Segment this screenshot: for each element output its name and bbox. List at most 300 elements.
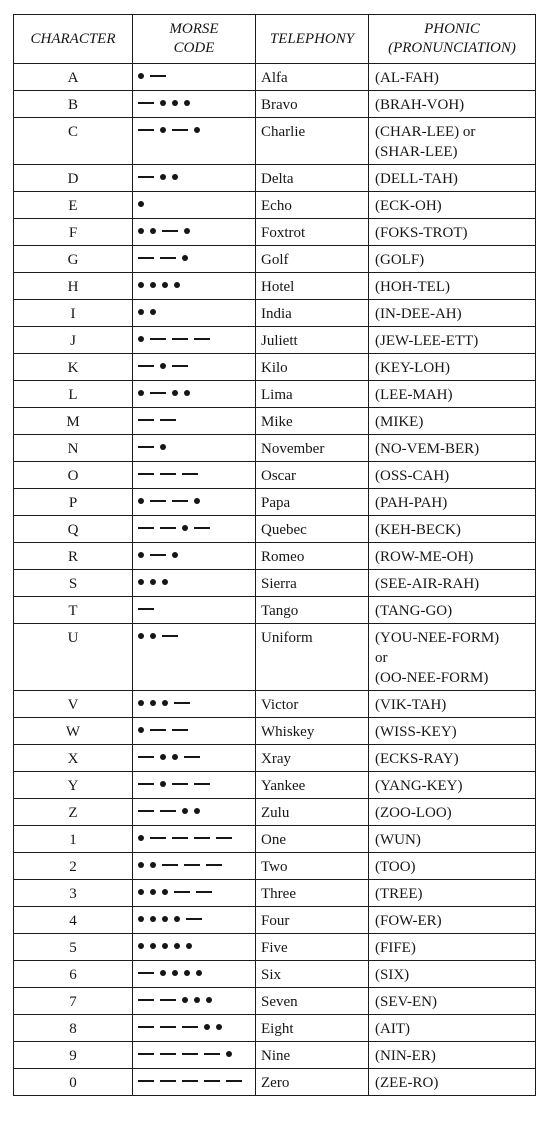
morse-dash: [138, 176, 154, 178]
morse-dot: [138, 835, 144, 841]
morse-dash: [160, 527, 176, 529]
telephony-cell: Zulu: [256, 799, 369, 826]
morse-dash: [138, 810, 154, 812]
morse-dot: [196, 970, 202, 976]
morse-code-cell: [133, 988, 256, 1015]
phonic-cell: [369, 300, 536, 327]
table-row: [14, 772, 536, 799]
morse-code-cell: [133, 219, 256, 246]
morse-code-symbols: [138, 91, 255, 115]
morse-dash: [138, 419, 154, 421]
morse-dot: [172, 754, 178, 760]
character-cell: J: [14, 327, 133, 354]
morse-code-symbols: [138, 853, 255, 877]
phonic-cell: [369, 516, 536, 543]
table-row: [14, 327, 536, 354]
phonic-cell: [369, 597, 536, 624]
telephony-cell: Six: [256, 961, 369, 988]
phonic-line: (SIX): [375, 967, 410, 983]
morse-dot: [194, 127, 200, 133]
phonic-cell: [369, 907, 536, 934]
telephony-cell: Tango: [256, 597, 369, 624]
telephony-cell: Zero: [256, 1069, 369, 1096]
header-row: [14, 15, 536, 64]
morse-dot: [204, 1024, 210, 1030]
morse-dot: [150, 862, 156, 868]
telephony-cell: Juliett: [256, 327, 369, 354]
phonic-line: (ZOO-LOO): [375, 805, 452, 821]
table-row: [14, 219, 536, 246]
morse-dash: [160, 257, 176, 259]
morse-code-symbols: [138, 718, 255, 742]
character-cell: W: [14, 718, 133, 745]
telephony-cell: Bravo: [256, 91, 369, 118]
telephony-cell: November: [256, 435, 369, 462]
table-row: [14, 192, 536, 219]
header-phonic: [369, 15, 536, 64]
character-cell: N: [14, 435, 133, 462]
morse-code-cell: [133, 246, 256, 273]
phonic-line: (AL-FAH): [375, 70, 439, 86]
morse-dash: [150, 554, 166, 556]
phonic-line: (AIT): [375, 1021, 410, 1037]
morse-dot: [150, 633, 156, 639]
table-row: [14, 543, 536, 570]
morse-dash: [138, 473, 154, 475]
morse-code-symbols: [138, 354, 255, 378]
morse-code-cell: [133, 624, 256, 691]
telephony-cell: Golf: [256, 246, 369, 273]
morse-dash: [162, 635, 178, 637]
table-body: [14, 64, 536, 1096]
table-row: [14, 745, 536, 772]
table-row: [14, 408, 536, 435]
table-row: [14, 273, 536, 300]
morse-code-symbols: [138, 64, 255, 88]
header-character: CHARACTER: [14, 15, 133, 64]
morse-code-symbols: [138, 435, 255, 459]
phonic-cell: [369, 570, 536, 597]
morse-dash: [138, 756, 154, 758]
table-row: [14, 118, 536, 165]
morse-dot: [138, 390, 144, 396]
morse-dot: [138, 282, 144, 288]
table-row: [14, 718, 536, 745]
morse-code-cell: [133, 327, 256, 354]
phonic-line: (TANG-GO): [375, 603, 453, 619]
phonic-cell: [369, 691, 536, 718]
morse-code-cell: [133, 826, 256, 853]
phonic-cell: [369, 745, 536, 772]
phonic-cell: [369, 327, 536, 354]
header-morse-code: [133, 15, 256, 64]
character-cell: 2: [14, 853, 133, 880]
morse-dash: [226, 1080, 242, 1082]
phonic-cell: [369, 381, 536, 408]
character-cell: 3: [14, 880, 133, 907]
morse-code-cell: [133, 853, 256, 880]
character-cell: Y: [14, 772, 133, 799]
phonic-line: (WUN): [375, 832, 421, 848]
table-row: [14, 826, 536, 853]
header-morse-line-1: MORSE: [169, 21, 219, 37]
telephony-cell: Sierra: [256, 570, 369, 597]
morse-code-symbols: [138, 118, 255, 142]
morse-code-cell: [133, 273, 256, 300]
morse-dash: [150, 338, 166, 340]
morse-dash: [196, 891, 212, 893]
morse-code-cell: [133, 570, 256, 597]
morse-dot: [160, 781, 166, 787]
morse-code-symbols: [138, 1069, 255, 1093]
phonic-cell: [369, 988, 536, 1015]
phonic-line: (FOKS-TROT): [375, 225, 468, 241]
morse-code-symbols: [138, 246, 255, 270]
morse-code-symbols: [138, 1042, 255, 1066]
phonic-cell: [369, 64, 536, 91]
phonic-cell: [369, 853, 536, 880]
morse-dot: [160, 100, 166, 106]
telephony-cell: Foxtrot: [256, 219, 369, 246]
morse-dash: [172, 365, 188, 367]
phonic-cell: [369, 1069, 536, 1096]
morse-code-symbols: [138, 219, 255, 243]
table-row: [14, 570, 536, 597]
morse-dot: [184, 390, 190, 396]
morse-code-symbols: [138, 907, 255, 931]
phonic-cell: [369, 624, 536, 691]
phonic-cell: [369, 826, 536, 853]
morse-dash: [138, 257, 154, 259]
phonic-line: (SEE-AIR-RAH): [375, 576, 480, 592]
morse-dot: [138, 336, 144, 342]
table-row: [14, 907, 536, 934]
morse-dot: [150, 282, 156, 288]
phonic-line: (TOO): [375, 859, 416, 875]
telephony-cell: Yankee: [256, 772, 369, 799]
morse-dot: [138, 498, 144, 504]
morse-dash: [194, 527, 210, 529]
morse-dot: [216, 1024, 222, 1030]
table-row: [14, 597, 536, 624]
morse-dash: [138, 102, 154, 104]
phonic-line: (WISS-KEY): [375, 724, 457, 740]
morse-dot: [138, 633, 144, 639]
character-cell: U: [14, 624, 133, 691]
morse-code-symbols: [138, 570, 255, 594]
phonic-cell: [369, 91, 536, 118]
morse-code-symbols: [138, 300, 255, 324]
morse-dot: [160, 444, 166, 450]
telephony-cell: Nine: [256, 1042, 369, 1069]
character-cell: 4: [14, 907, 133, 934]
character-cell: A: [14, 64, 133, 91]
telephony-cell: Three: [256, 880, 369, 907]
morse-dot: [206, 997, 212, 1003]
morse-code-cell: [133, 435, 256, 462]
morse-dash: [174, 891, 190, 893]
morse-dash: [138, 1053, 154, 1055]
morse-dot: [226, 1051, 232, 1057]
telephony-cell: Charlie: [256, 118, 369, 165]
morse-code-cell: [133, 1015, 256, 1042]
morse-dot: [160, 970, 166, 976]
telephony-cell: Whiskey: [256, 718, 369, 745]
morse-code-cell: [133, 381, 256, 408]
phonic-line: (CHAR-LEE) or: [375, 124, 476, 140]
morse-dash: [184, 756, 200, 758]
morse-dash: [160, 1080, 176, 1082]
morse-dot: [138, 309, 144, 315]
morse-code-symbols: [138, 988, 255, 1012]
header-phonic-line-1: PHONIC: [424, 21, 480, 37]
morse-dot: [138, 889, 144, 895]
morse-dot: [138, 579, 144, 585]
morse-code-symbols: [138, 165, 255, 189]
phonic-line: (JEW-LEE-ETT): [375, 333, 479, 349]
morse-code-symbols: [138, 826, 255, 850]
morse-dot: [160, 174, 166, 180]
phonic-line: (PAH-PAH): [375, 495, 448, 511]
morse-dot: [150, 700, 156, 706]
telephony-cell: Kilo: [256, 354, 369, 381]
morse-dot: [150, 943, 156, 949]
phonic-cell: [369, 118, 536, 165]
table-row: [14, 1015, 536, 1042]
morse-code-symbols: [138, 273, 255, 297]
morse-dot: [172, 552, 178, 558]
character-cell: F: [14, 219, 133, 246]
morse-code-cell: [133, 354, 256, 381]
morse-code-symbols: [138, 462, 255, 486]
phonic-cell: [369, 219, 536, 246]
table-row: [14, 246, 536, 273]
phonic-cell: [369, 354, 536, 381]
morse-dash: [204, 1053, 220, 1055]
morse-dash: [182, 1053, 198, 1055]
morse-code-symbols: [138, 381, 255, 405]
character-cell: X: [14, 745, 133, 772]
morse-dot: [162, 889, 168, 895]
morse-dash: [160, 419, 176, 421]
character-cell: T: [14, 597, 133, 624]
morse-code-cell: [133, 907, 256, 934]
morse-dot: [138, 727, 144, 733]
morse-dash: [172, 729, 188, 731]
telephony-cell: Mike: [256, 408, 369, 435]
morse-code-cell: [133, 799, 256, 826]
morse-dot: [184, 100, 190, 106]
morse-dot: [184, 970, 190, 976]
phonic-line: (FIFE): [375, 940, 416, 956]
morse-dot: [138, 862, 144, 868]
table-row: [14, 691, 536, 718]
morse-dash: [172, 338, 188, 340]
phonic-line: (LEE-MAH): [375, 387, 453, 403]
morse-dash: [160, 1053, 176, 1055]
morse-dot: [194, 498, 200, 504]
morse-dash: [138, 999, 154, 1001]
table-row: [14, 165, 536, 192]
morse-dot: [162, 943, 168, 949]
morse-code-cell: [133, 192, 256, 219]
morse-dot: [162, 282, 168, 288]
morse-dot: [174, 943, 180, 949]
telephony-cell: Seven: [256, 988, 369, 1015]
phonic-cell: [369, 934, 536, 961]
table-row: [14, 516, 536, 543]
morse-dot: [162, 916, 168, 922]
phonic-line: (YOU-NEE-FORM): [375, 630, 500, 646]
morse-code-symbols: [138, 327, 255, 351]
morse-dot: [138, 552, 144, 558]
phonic-line: (GOLF): [375, 252, 425, 268]
morse-code-symbols: [138, 1015, 255, 1039]
phonic-cell: [369, 543, 536, 570]
phonic-cell: [369, 408, 536, 435]
character-cell: Q: [14, 516, 133, 543]
morse-dot: [172, 100, 178, 106]
telephony-cell: Uniform: [256, 624, 369, 691]
phonic-line: (NIN-ER): [375, 1048, 436, 1064]
phonic-line: (SEV-EN): [375, 994, 437, 1010]
phonic-line: (FOW-ER): [375, 913, 442, 929]
morse-dot: [182, 997, 188, 1003]
morse-dot: [150, 889, 156, 895]
character-cell: P: [14, 489, 133, 516]
table-row: [14, 934, 536, 961]
morse-dash: [216, 837, 232, 839]
morse-dash: [150, 729, 166, 731]
morse-dash: [138, 129, 154, 131]
morse-code-symbols: [138, 691, 255, 715]
morse-dash: [194, 338, 210, 340]
morse-dot: [138, 228, 144, 234]
table-row: [14, 853, 536, 880]
morse-code-symbols: [138, 192, 255, 216]
character-cell: Z: [14, 799, 133, 826]
telephony-cell: Two: [256, 853, 369, 880]
telephony-cell: Alfa: [256, 64, 369, 91]
morse-dot: [184, 228, 190, 234]
character-cell: O: [14, 462, 133, 489]
phonic-line: (HOH-TEL): [375, 279, 450, 295]
morse-dash: [182, 1080, 198, 1082]
morse-dot: [182, 525, 188, 531]
character-cell: 8: [14, 1015, 133, 1042]
morse-dash: [206, 864, 222, 866]
table-row: [14, 624, 536, 691]
morse-code-cell: [133, 118, 256, 165]
morse-dot: [172, 174, 178, 180]
morse-dot: [150, 579, 156, 585]
morse-dash: [184, 864, 200, 866]
morse-dash: [162, 864, 178, 866]
table-row: [14, 1069, 536, 1096]
morse-dot: [160, 363, 166, 369]
phonetic-alphabet-table: [13, 14, 536, 1096]
phonic-line: (SHAR-LEE): [375, 144, 458, 160]
morse-code-cell: [133, 745, 256, 772]
morse-code-cell: [133, 934, 256, 961]
morse-code-symbols: [138, 489, 255, 513]
phonic-line: (ROW-ME-OH): [375, 549, 474, 565]
table-row: [14, 381, 536, 408]
morse-dot: [150, 916, 156, 922]
telephony-cell: Papa: [256, 489, 369, 516]
morse-dash: [150, 392, 166, 394]
morse-dot: [150, 309, 156, 315]
morse-code-symbols: [138, 516, 255, 540]
table-row: [14, 799, 536, 826]
character-cell: B: [14, 91, 133, 118]
character-cell: K: [14, 354, 133, 381]
telephony-cell: Echo: [256, 192, 369, 219]
phonic-cell: [369, 799, 536, 826]
morse-code-cell: [133, 597, 256, 624]
phonic-line: (MIKE): [375, 414, 424, 430]
morse-dash: [174, 702, 190, 704]
morse-dash: [162, 230, 178, 232]
morse-code-symbols: [138, 597, 255, 621]
morse-dot: [172, 390, 178, 396]
header-telephony: TELEPHONY: [256, 15, 369, 64]
telephony-cell: Xray: [256, 745, 369, 772]
character-cell: D: [14, 165, 133, 192]
table-row: [14, 462, 536, 489]
morse-code-cell: [133, 718, 256, 745]
telephony-cell: Oscar: [256, 462, 369, 489]
morse-dash: [160, 810, 176, 812]
table-row: [14, 880, 536, 907]
character-cell: 5: [14, 934, 133, 961]
table-row: [14, 1042, 536, 1069]
morse-code-symbols: [138, 934, 255, 958]
phonic-cell: [369, 489, 536, 516]
morse-dot: [160, 127, 166, 133]
morse-code-cell: [133, 462, 256, 489]
morse-dot: [162, 700, 168, 706]
morse-dot: [138, 916, 144, 922]
morse-code-cell: [133, 91, 256, 118]
morse-code-cell: [133, 165, 256, 192]
character-cell: C: [14, 118, 133, 165]
phonic-cell: [369, 246, 536, 273]
telephony-cell: Four: [256, 907, 369, 934]
table-row: [14, 300, 536, 327]
morse-dot: [138, 201, 144, 207]
table-row: [14, 91, 536, 118]
morse-code-symbols: [138, 408, 255, 432]
telephony-cell: One: [256, 826, 369, 853]
character-cell: V: [14, 691, 133, 718]
telephony-cell: Romeo: [256, 543, 369, 570]
table-row: [14, 489, 536, 516]
phonic-line: (VIK-TAH): [375, 697, 447, 713]
table-row: [14, 988, 536, 1015]
morse-dot: [194, 997, 200, 1003]
morse-dot: [186, 943, 192, 949]
morse-code-symbols: [138, 880, 255, 904]
telephony-cell: Lima: [256, 381, 369, 408]
morse-dash: [150, 75, 166, 77]
phonic-line: (ECK-OH): [375, 198, 442, 214]
morse-dot: [194, 808, 200, 814]
morse-dash: [194, 783, 210, 785]
phonic-line: (YANG-KEY): [375, 778, 463, 794]
phonic-line: (TREE): [375, 886, 423, 902]
telephony-cell: Victor: [256, 691, 369, 718]
